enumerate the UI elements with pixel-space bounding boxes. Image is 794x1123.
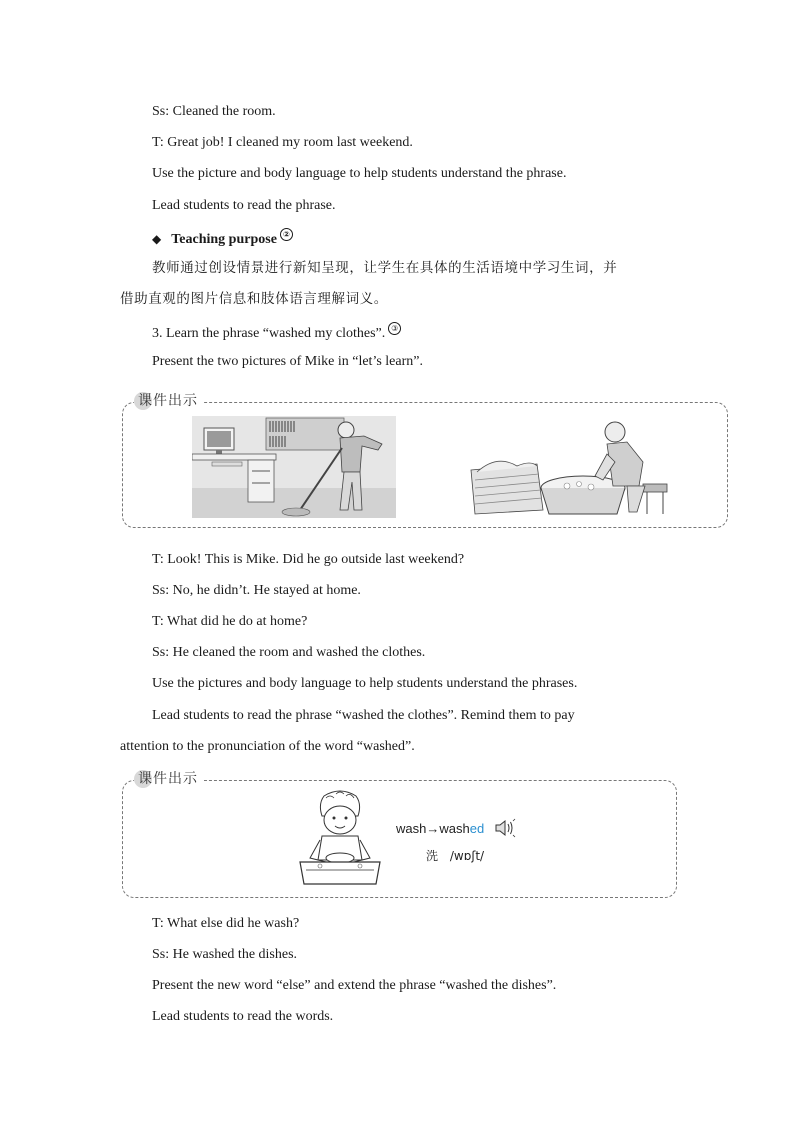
base-word: wash [396,821,427,836]
mike-washing-clothes-picture [467,414,673,518]
past-word-suffix: ed [469,821,485,836]
word-meaning [426,847,484,864]
instruction-line: Use the pictures and body language to help students understand the phrases. [152,676,578,691]
instruction-line: Lead students to read the phrase “washed the clothes”. Remind them to pay [152,708,575,723]
phonetic-transcription: /wɒʃt/ [449,849,485,863]
section-heading [152,322,401,343]
dialogue-line: Ss: No, he didn’t. He stayed at home. [152,583,361,598]
chinese-purpose-line: 借助直观的图片信息和肢体语言理解词义。 [120,291,388,307]
instruction-line: Present the new word “else” and extend the phrase “washed the dishes”. [152,978,557,993]
mike-washing-dishes-picture [296,788,384,888]
mike-cleaning-room-picture [192,416,396,518]
dialogue-line: T: What did he do at home? [152,614,308,629]
teaching-purpose-heading [152,228,293,249]
note-marker: ② [280,228,293,241]
speaker-icon[interactable] [494,818,516,838]
instruction-line: attention to the pronunciation of the word “washed”. [120,739,415,754]
section-heading-text: 3. Learn the phrase “washed my clothes”. [152,326,386,341]
dialogue-line: Ss: He cleaned the room and washed the clothes. [152,645,426,660]
courseware-label: 课件出示 [134,392,204,410]
dialogue-line: Ss: He washed the dishes. [152,947,298,962]
dialogue-line: T: Look! This is Mike. Did he go outside last weekend? [152,552,465,567]
instruction-line: Present the two pictures of Mike in “let’s learn”. [152,354,423,369]
dialogue-line: T: Great job! I cleaned my room last weekend. [152,135,413,150]
chinese-meaning: 洗 [426,849,439,863]
dialogue-line: Ss: Cleaned the room. [152,104,276,119]
dialogue-line: T: What else did he wash? [152,916,300,931]
diamond-bullet-icon: ◆ [152,232,162,246]
chinese-purpose-line: 教师通过创设情景进行新知呈现，让学生在具体的生活语境中学习生词，并 [152,260,618,276]
instruction-line: Lead students to read the phrase. [152,198,336,213]
past-word-stem: wash [439,821,470,836]
word-transformation [396,821,484,836]
arrow-symbol: → [426,821,440,836]
instruction-line: Lead students to read the words. [152,1009,334,1024]
courseware-box [122,780,677,898]
courseware-label: 课件出示 [134,770,204,788]
instruction-line: Use the picture and body language to help students understand the phrase. [152,166,567,181]
note-marker: ③ [388,322,401,335]
purpose-label: Teaching purpose [171,232,277,247]
